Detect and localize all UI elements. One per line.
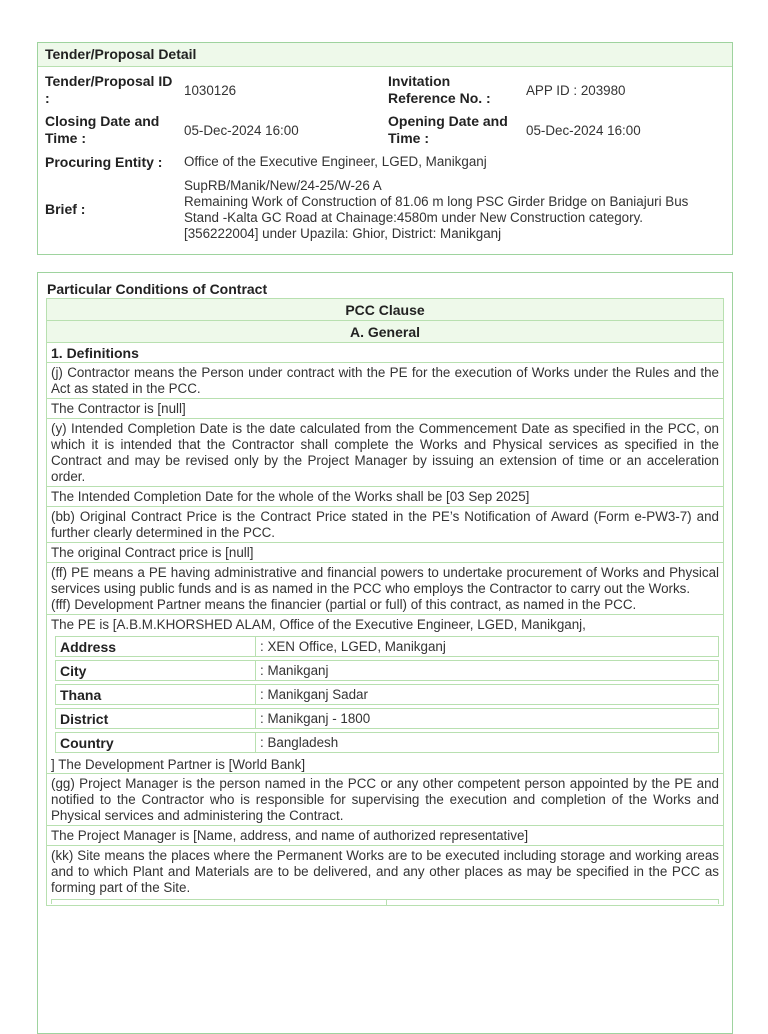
nested-table-edge — [51, 899, 719, 904]
address-value: : XEN Office, LGED, Manikganj — [255, 636, 719, 657]
invitation-ref-value: APP ID : 203980 — [526, 83, 626, 98]
country-value: : Bangladesh — [255, 732, 719, 753]
tender-detail-panel — [37, 42, 733, 255]
city-key: City — [55, 660, 255, 681]
pe-value-text: The PE is [A.B.M.KHORSHED ALAM, Office of the Executive Engineer, LGED, Manikganj, — [51, 617, 586, 632]
site-definition-text: (kk) Site means the places where the Permanent Works are to be executed including storage and working areas and to which Plant and Materials are to be delivered, and any other places as may be specified in the PCC as forming part of the Site. — [51, 848, 719, 895]
thana-key: Thana — [55, 684, 255, 705]
dp-definition-text: (fff) Development Partner means the financier (partial or full) of this contract, as named in the PCC. — [51, 597, 637, 612]
pcc-title: Particular Conditions of Contract — [47, 281, 268, 297]
country-key: Country — [55, 732, 255, 753]
tender-detail-header: Tender/Proposal Detail — [38, 43, 732, 67]
completion-date-value: The Intended Completion Date for the whole of the Works shall be [03 Sep 2025] — [46, 487, 724, 507]
pe-definition-text: (ff) PE means a PE having administrative and financial powers to undertake procurement of Works and Physical services using public funds and is as named in the PCC who employs the Contractor to carry out the Works. — [51, 565, 719, 596]
opening-date-label: Opening Date and Time : — [388, 113, 508, 146]
contractor-value: The Contractor is [null] — [46, 399, 724, 419]
closing-date-label: Closing Date and Time : — [45, 113, 160, 146]
city-value: : Manikganj — [255, 660, 719, 681]
pcc-clause-header: PCC Clause — [46, 298, 724, 321]
tender-id-label: Tender/Proposal ID : — [45, 73, 173, 106]
brief-line: Remaining Work of Construction of 81.06 m long PSC Girder Bridge on Baniajuri Bus — [184, 194, 689, 209]
pe-address-table — [55, 633, 719, 756]
district-key: District — [55, 708, 255, 729]
brief-line: [356222004] under Upazila: Ghior, District: Manikganj — [184, 226, 502, 241]
brief-text — [184, 178, 729, 242]
table-row — [55, 708, 719, 729]
invitation-ref-label: Invitation Reference No. : — [388, 73, 491, 106]
thana-value: : Manikganj Sadar — [255, 684, 719, 705]
procuring-entity-value: Office of the Executive Engineer, LGED, Manikganj — [184, 154, 487, 169]
pe-definition — [46, 563, 724, 615]
contract-price-definition: (bb) Original Contract Price is the Contract Price stated in the PE’s Notification of Award (Form e-PW3-7) and further clearly determined in the PCC. — [46, 507, 724, 543]
closing-date-value: 05-Dec-2024 16:00 — [184, 123, 299, 138]
opening-date-value: 05-Dec-2024 16:00 — [526, 123, 641, 138]
pcc-panel — [37, 272, 733, 1034]
contract-price-value: The original Contract price is [null] — [46, 543, 724, 563]
address-key: Address — [55, 636, 255, 657]
tender-id-value: 1030126 — [184, 83, 237, 98]
table-row — [55, 732, 719, 753]
completion-date-definition: (y) Intended Completion Date is the date calculated from the Commencement Date as specified in the PCC, on which it is intended that the Contractor shall complete the Works and Physical services as specified in the Contract and may be revised only by the Project Manager by issuing an extension of time or an acceleration order. — [46, 419, 724, 487]
project-manager-definition: (gg) Project Manager is the person named in the PCC or any other competent person appointed by the PE and notified to the Contractor who is responsible for supervising the execution and completion of the Works and Physical services and administering the Contract. — [46, 774, 724, 826]
table-row — [55, 684, 719, 705]
table-row — [55, 660, 719, 681]
brief-line: SupRB/Manik/New/24-25/W-26 A — [184, 178, 382, 193]
project-manager-value: The Project Manager is [Name, address, and name of authorized representative] — [46, 826, 724, 846]
section-header: A. General — [46, 321, 724, 343]
dp-value-text: ] The Development Partner is [World Bank] — [51, 757, 306, 772]
table-row — [55, 636, 719, 657]
pcc-table — [46, 298, 724, 906]
pe-value — [46, 615, 724, 774]
brief-label: Brief : — [45, 201, 86, 217]
site-definition — [46, 846, 724, 906]
district-value: : Manikganj - 1800 — [255, 708, 719, 729]
brief-line: Stand -Kalta GC Road at Chainage:4580m under New Construction category. — [184, 210, 644, 225]
procuring-entity-label: Procuring Entity : — [45, 154, 163, 170]
subsection-header: 1. Definitions — [46, 343, 724, 363]
contractor-definition: (j) Contractor means the Person under contract with the PE for the execution of Works under the Rules and the Act as stated in the PCC. — [46, 363, 724, 399]
